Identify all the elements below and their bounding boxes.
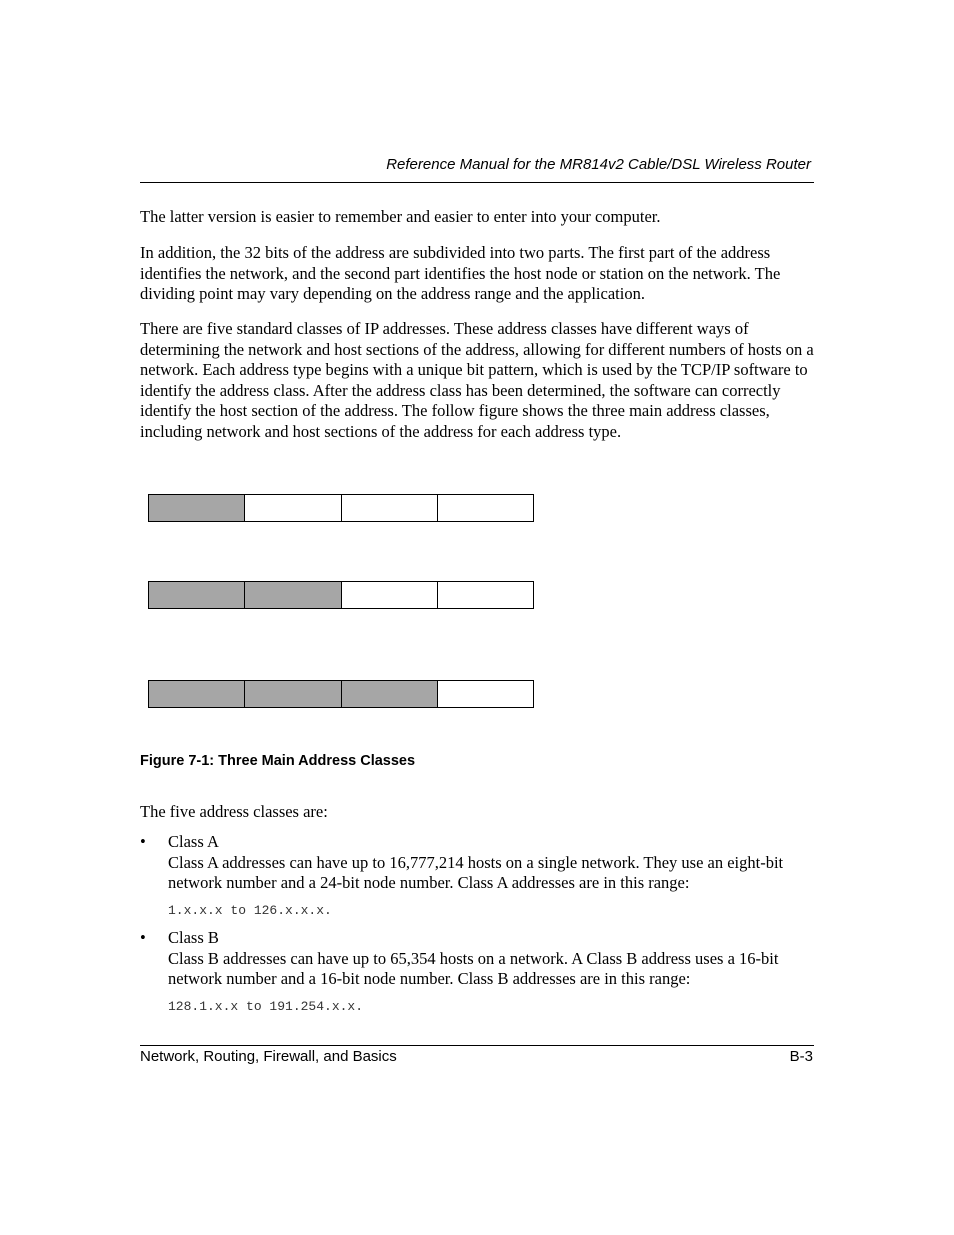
figure-caption: Figure 7-1: Three Main Address Classes	[140, 753, 416, 769]
list-item-body	[168, 832, 814, 894]
host-octet-cell	[437, 495, 533, 521]
footer-rule	[140, 1045, 814, 1046]
header-rule	[140, 182, 814, 183]
address-class-b-diagram	[148, 581, 534, 609]
host-octet-cell	[437, 582, 533, 608]
list-item-body	[168, 928, 814, 990]
address-class-a-diagram	[148, 494, 534, 522]
running-header-title: Reference Manual for the MR814v2 Cable/DSL Wireless Router	[386, 156, 811, 173]
host-octet-cell	[437, 681, 533, 707]
class-title: Class B	[168, 928, 219, 947]
paragraph-address-subdivision: In addition, the 32 bits of the address are subdivided into two parts. The first part of the address identifies the network, and the second part identifies the host node or station on the network. The dividing point may vary depending on the address range and the application.	[140, 243, 781, 303]
footer-section-title: Network, Routing, Firewall, and Basics	[140, 1048, 397, 1065]
paragraph-latter-version: The latter version is easier to remember and easier to enter into your computer.	[140, 207, 661, 226]
bullet-icon: •	[140, 832, 146, 851]
host-octet-cell	[341, 582, 437, 608]
network-octet-cell	[244, 582, 340, 608]
class-title: Class A	[168, 832, 219, 851]
page-number: B-3	[789, 1048, 813, 1065]
class-description: Class A addresses can have up to 16,777,214 hosts on a single network. They use an eight-bit network number and a 24-bit node number. Class A addresses are in this range:	[168, 852, 784, 892]
address-class-c-diagram	[148, 680, 534, 708]
bullet-icon: •	[140, 928, 146, 947]
network-octet-cell	[149, 582, 244, 608]
network-octet-cell	[341, 681, 437, 707]
host-octet-cell	[341, 495, 437, 521]
paragraph-address-classes-intro: There are five standard classes of IP addresses. These address classes have different ways of determining the network and host sections of the address, allowing for different numbers of hosts on a network. Each address type begins with a unique bit pattern, which is used by the TCP/IP software to identify the address class. After the address class has been determined, the software can correctly identify the host section of the address. The follow figure shows the three main address classes, including network and host sections of the address for each address type.	[140, 319, 814, 441]
class-description: Class B addresses can have up to 65,354 hosts on a network. A Class B address uses a 16-bit network number and a 16-bit node number. Class B addresses are in this range:	[168, 948, 779, 988]
host-octet-cell	[244, 495, 340, 521]
network-octet-cell	[149, 495, 244, 521]
class-range-code: 1.x.x.x to 126.x.x.x.	[168, 903, 332, 918]
paragraph-five-classes: The five address classes are:	[140, 802, 328, 821]
network-octet-cell	[149, 681, 244, 707]
class-range-code: 128.1.x.x to 191.254.x.x.	[168, 999, 364, 1014]
network-octet-cell	[244, 681, 340, 707]
